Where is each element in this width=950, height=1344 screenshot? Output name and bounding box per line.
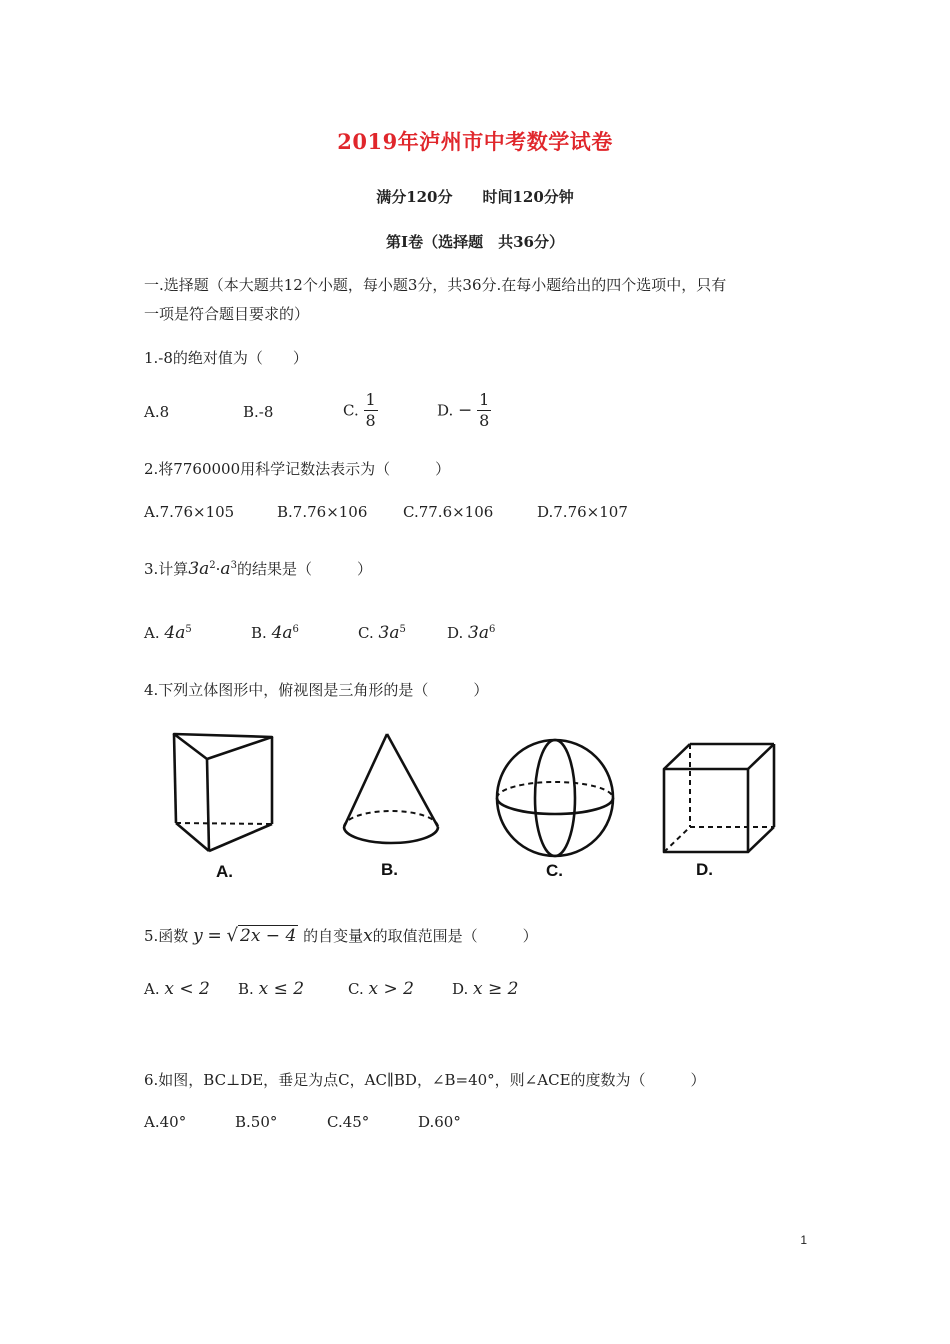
q1-option-c: [343, 390, 378, 431]
q1-option-c-label: C.: [343, 401, 359, 420]
option-exponent: 5: [185, 624, 192, 635]
q2-option-a: A.7.76×105: [144, 503, 235, 521]
option-exponent: 6: [489, 624, 496, 635]
option-expr: x ≤ 2: [258, 979, 305, 999]
option-label: D.: [452, 980, 469, 998]
question-2-stem: 2.将7760000用科学记数法表示为（ ）: [144, 460, 451, 478]
q4-fig-label-d: D.: [696, 860, 713, 879]
q2-option-c: C.77.6×106: [403, 503, 494, 521]
q2-option-b: B.7.76×106: [277, 503, 368, 521]
expr-dot: ·: [215, 560, 221, 578]
expr-exponent-2: 3: [230, 560, 237, 571]
q1-option-b: B.-8: [243, 403, 274, 421]
question-4-stem: 4.下列立体图形中，俯视图是三角形的是（ ）: [144, 681, 489, 699]
var-x: x: [363, 926, 373, 946]
section-intro-line1: 一.选择题（本大题共12个小题，每小题3分，共36分.在每小题给出的四个选项中，只有: [144, 276, 727, 294]
part-title: 第Ⅰ卷（选择题 共36分）: [386, 233, 564, 251]
page-number: 1: [800, 1233, 807, 1247]
stem-prefix: 3.计算: [144, 560, 189, 578]
q5-option-b: [238, 979, 304, 999]
triangular-prism-figure: [174, 734, 272, 851]
question-6-stem: 6.如图，BC⊥DE，垂足为点C，AC∥BD，∠B=40°，则∠ACE的度数为（ ）: [144, 1071, 706, 1089]
option-base: 4a: [164, 623, 186, 643]
q6-option-d: D.60°: [418, 1113, 461, 1131]
fraction-denominator: 8: [365, 411, 376, 430]
expr-exponent-1: 2: [209, 560, 216, 571]
q4-figures: [160, 725, 800, 885]
q3-option-d: [447, 623, 495, 643]
equals-sign: =: [207, 926, 222, 946]
option-label: A.: [144, 980, 160, 998]
q1-option-d-sign: −: [458, 400, 473, 421]
fraction-denominator: 8: [479, 411, 490, 430]
q5-option-a: [144, 979, 210, 999]
cone-figure: [344, 734, 438, 843]
option-label: A.: [144, 624, 160, 642]
page-title: 2019年泸州市中考数学试卷: [337, 129, 613, 154]
stem-suffix: 的结果是（ ）: [236, 560, 372, 578]
option-label: D.: [447, 624, 464, 642]
sphere-figure: [497, 740, 613, 856]
var-y: y: [193, 926, 203, 946]
stem-mid: 的自变量: [303, 927, 364, 945]
option-label: B.: [251, 624, 267, 642]
question-5-stem: [144, 925, 538, 946]
option-expr: x < 2: [164, 979, 210, 999]
option-expr: x ≥ 2: [473, 979, 519, 999]
q6-option-a: A.40°: [144, 1113, 187, 1131]
option-expr: x > 2: [368, 979, 414, 999]
fraction-numerator: 1: [365, 390, 376, 409]
q4-fig-label-b: B.: [381, 860, 398, 879]
expr-term-1: 3a: [188, 559, 210, 579]
q2-option-d: D.7.76×107: [537, 503, 628, 521]
q3-option-a: [144, 623, 192, 643]
stem-prefix: 5.函数: [144, 927, 189, 945]
option-exponent: 5: [399, 624, 406, 635]
q1-option-a: A.8: [144, 403, 170, 421]
q6-option-c: C.45°: [327, 1113, 370, 1131]
stem-suffix: 的取值范围是（ ）: [372, 927, 538, 945]
fraction-numerator: 1: [479, 390, 490, 409]
expr-term-2: a: [220, 559, 231, 579]
question-3-stem: [144, 558, 372, 579]
q1-option-c-fraction: [364, 390, 378, 431]
question-1-stem: 1.-8的绝对值为（ ）: [144, 349, 308, 367]
option-exponent: 6: [292, 624, 299, 635]
sqrt-symbol: √: [226, 925, 238, 946]
option-base: 3a: [468, 623, 489, 643]
q1-option-d: [437, 390, 491, 431]
sqrt-radicand: 2x − 4: [240, 926, 297, 946]
exam-info: 满分120分 时间120分钟: [376, 188, 574, 206]
q3-option-b: [251, 623, 299, 643]
q6-option-b: B.50°: [235, 1113, 278, 1131]
q1-option-d-label: D.: [437, 401, 454, 420]
option-label: C.: [358, 624, 374, 642]
q3-option-c: [358, 623, 406, 643]
q5-option-d: [452, 979, 519, 999]
option-base: 3a: [378, 623, 400, 643]
q4-fig-label-c: C.: [546, 861, 563, 880]
option-label: B.: [238, 980, 254, 998]
q1-option-d-fraction: [477, 390, 491, 431]
q5-option-c: [348, 979, 414, 999]
option-base: 4a: [271, 623, 293, 643]
q4-fig-label-a: A.: [216, 862, 233, 881]
option-label: C.: [348, 980, 364, 998]
cube-figure: [664, 744, 774, 852]
section-intro-line2: 一项是符合题目要求的）: [144, 305, 310, 323]
